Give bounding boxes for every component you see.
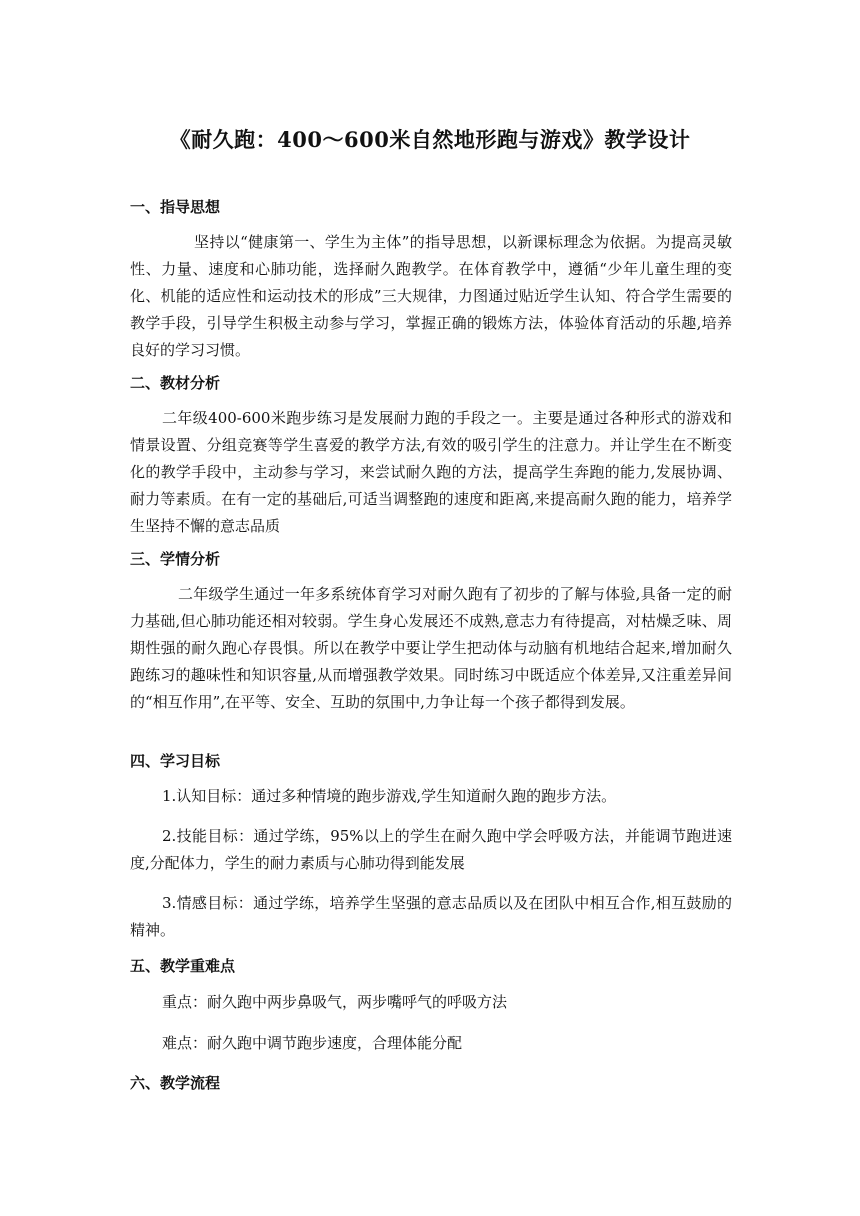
section-body: 二年级400-600米跑步练习是发展耐力跑的手段之一。主要是通过各种形式的游戏和情景设置、分组竞赛等学生喜爱的教学方法,有效的吸引学生的注意力。并让学生在不断变化的教学手段中，主动参与学习，来尝试耐久跑的方法，提高学生奔跑的能力,发展协调、耐力等素质。在有一定的基础后,可适当调整跑的速度和距离,来提高耐久跑的能力，培养学生坚持不懈的意志品质	[130, 409, 732, 535]
section-heading: 六、教学流程	[130, 1074, 221, 1092]
section-guiding-ideology	[130, 196, 732, 364]
section-body: 坚持以“健康第一、学生为主体”的指导思想，以新课标理念为依据。为提高灵敏性、力量、速度和心肺功能，选择耐久跑教学。在体育教学中，遵循“少年儿童生理的变化、机能的适应性和运动技术的形成”三大规律，力图通过贴近学生认知、符合学生需要的教学手段，引导学生积极主动参与学习，掌握正确的锻炼方法，体验体育活动的乐趣,培养良好的学习习惯。	[130, 233, 732, 359]
section-heading: 三、学情分析	[130, 550, 221, 568]
goal-skill: 2.技能目标：通过学练，95%以上的学生在耐久跑中学会呼吸方法，并能调节跑进速度,分配体力，学生的耐力素质与心肺功得到能发展	[130, 827, 732, 872]
goal-emotional: 3.情感目标：通过学练，培养学生坚强的意志品质以及在团队中相互合作,相互鼓励的精神。	[130, 894, 732, 939]
section-learning-goals	[130, 750, 732, 944]
key-point: 重点：耐久跑中两步鼻吸气，两步嘴呼气的呼吸方法	[162, 993, 508, 1011]
section-heading: 二、教材分析	[130, 374, 221, 392]
document-title: 《耐久跑：400～600米自然地形跑与游戏》教学设计	[169, 127, 691, 152]
goal-cognitive: 1.认知目标：通过多种情境的跑步游戏,学生知道耐久跑的跑步方法。	[162, 787, 617, 805]
section-material-analysis	[130, 372, 732, 540]
difficult-point: 难点：耐久跑中调节跑步速度，合理体能分配	[162, 1034, 463, 1052]
section-heading: 五、教学重难点	[130, 957, 236, 975]
section-key-points	[130, 955, 732, 1057]
section-student-analysis	[130, 548, 732, 716]
section-body: 二年级学生通过一年多系统体育学习对耐久跑有了初步的了解与体验,具备一定的耐力基础,但心肺功能还相对较弱。学生身心发展还不成熟,意志力有待提高，对枯燥乏味、周期性强的耐久跑心存畏惧。所以在教学中要让学生把动体与动脑有机地结合起来,增加耐久跑练习的趣味性和知识容量,从而增强教学效果。同时练习中既适应个体差异,又注重差异间的“相互作用”,在平等、安全、互助的氛围中,力争让每一个孩子都得到发展。	[130, 585, 732, 711]
section-heading: 四、学习目标	[130, 752, 221, 770]
section-heading: 一、指导思想	[130, 198, 221, 216]
section-teaching-process	[130, 1072, 732, 1094]
